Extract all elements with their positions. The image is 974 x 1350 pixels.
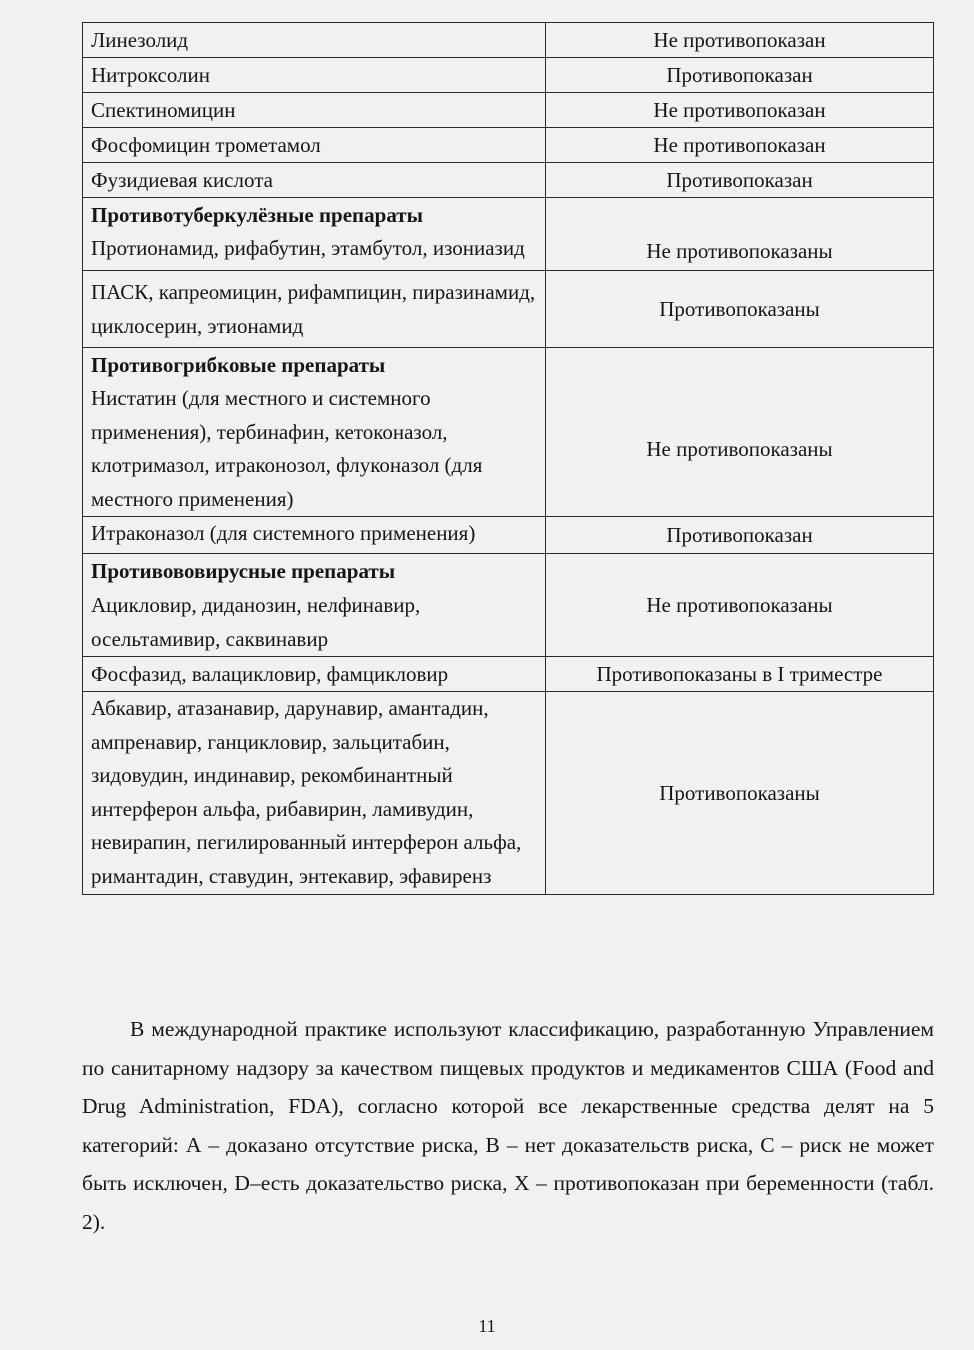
drug-name-cell: ПАСК, капреомицин, рифампицин, пиразинамид, циклосерин, этионамид: [83, 271, 546, 348]
status-cell: Противопоказан: [546, 517, 934, 554]
status-cell: Не противопоказан: [546, 128, 934, 163]
drug-contraindication-table: [82, 22, 934, 895]
status-cell-empty: [546, 348, 934, 383]
table-row: [83, 382, 934, 517]
status-cell: Противопоказаны: [546, 692, 934, 895]
category-heading-antifungal: Противогрибковые препараты: [83, 348, 546, 383]
drug-name-cell: Ацикловир, диданозин, нелфинавир, осельтамивир, саквинавир: [83, 588, 546, 657]
status-cell: Не противопоказаны: [546, 588, 934, 657]
drug-name-cell: Итраконазол (для системного применения): [83, 517, 546, 554]
status-cell: Противопоказаны: [546, 271, 934, 348]
table-row: [83, 128, 934, 163]
table-row: [83, 93, 934, 128]
table-row: [83, 163, 934, 198]
status-cell: Не противопоказаны: [546, 232, 934, 271]
status-cell: Противопоказан: [546, 163, 934, 198]
table-row: [83, 58, 934, 93]
table-row: [83, 692, 934, 895]
category-heading-tb: Противотуберкулёзные препараты: [83, 198, 546, 233]
table-row: [83, 23, 934, 58]
status-cell: Не противопоказан: [546, 23, 934, 58]
drug-name-cell: Фузидиевая кислота: [83, 163, 546, 198]
paragraph-text: В международной практике используют классификацию, разработанную Управлением по санитарному надзору за качеством пищевых продуктов и медикаментов США (Food and Drug Administration, FDA), согласно которой все лекарственные средства делят на 5 категорий: А – доказано отсутствие риска, В – нет доказательств риска, С – риск не может быть исключен, D–есть доказательство риска, Х – противопоказан при беременности (табл. 2).: [82, 1017, 934, 1234]
body-paragraph: [82, 1010, 934, 1241]
drug-name-cell: Спектиномицин: [83, 93, 546, 128]
table-row: [83, 657, 934, 692]
table-row: [83, 588, 934, 657]
page-number: 11: [478, 1316, 496, 1336]
category-heading-antiviral: Противововирусные препараты: [83, 554, 546, 589]
drug-name-cell: Фосфомицин трометамол: [83, 128, 546, 163]
status-cell: Не противопоказан: [546, 93, 934, 128]
category-row: [83, 348, 934, 383]
status-cell-empty: [546, 554, 934, 589]
drug-name-cell: Линезолид: [83, 23, 546, 58]
status-cell-empty: [546, 198, 934, 233]
status-cell: Не противопоказаны: [546, 382, 934, 517]
status-cell: Противопоказан: [546, 58, 934, 93]
drug-name-cell: Фосфазид, валацикловир, фамцикловир: [83, 657, 546, 692]
table-row: [83, 232, 934, 271]
drug-name-cell: Нитроксолин: [83, 58, 546, 93]
table-row: [83, 271, 934, 348]
category-row: [83, 554, 934, 589]
table-row: [83, 517, 934, 554]
category-row: [83, 198, 934, 233]
status-cell: Противопоказаны в I триместре: [546, 657, 934, 692]
drug-name-cell: Протионамид, рифабутин, этамбутол, изониазид: [83, 232, 546, 271]
drug-name-cell: Нистатин (для местного и системного применения), тербинафин, кетоконазол, клотримазол, итраконозол, флуконазол (для местного применения): [83, 382, 546, 517]
drug-name-cell: Абкавир, атазанавир, дарунавир, амантадин, ампренавир, ганцикловир, зальцитабин, зидовудин, индинавир, рекомбинантный интерферон альфа, рибавирин, ламивудин, невирапин, пегилированный интерферон альфа, римантадин, ставудин, энтекавир, эфавиренз: [83, 692, 546, 895]
